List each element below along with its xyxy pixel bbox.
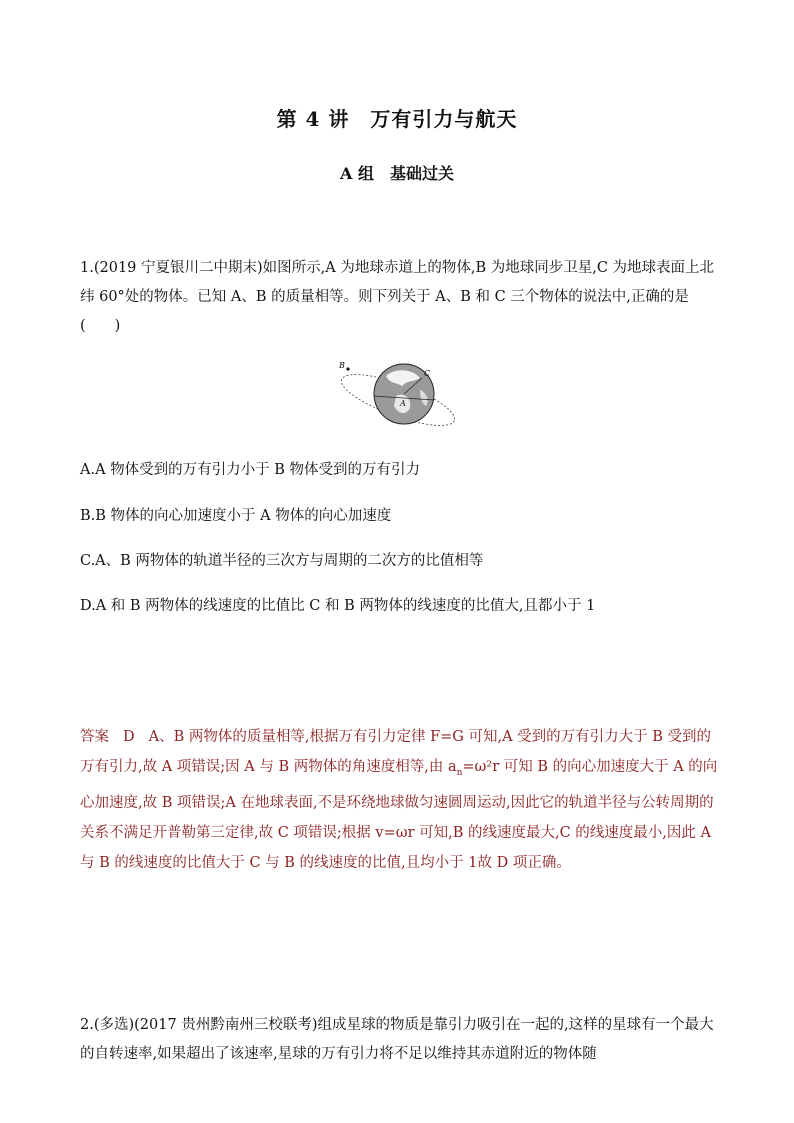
option-d: D.A 和 B 两物体的线速度的比值比 C 和 B 两物体的线速度的比值大,且都小于 1 (80, 598, 596, 614)
label-a: A (400, 399, 406, 408)
label-b: B (339, 361, 345, 370)
answer-key: D (123, 729, 135, 745)
label-c: C (424, 369, 431, 378)
answer-1 (80, 722, 720, 878)
satellite-b-point (346, 367, 349, 370)
answer-subscript: n (456, 767, 463, 778)
question-1-stem: 1.(2019 宁夏银川二中期末)如图所示,A 为地球赤道上的物体,B 为地球同步卫星,C 为地球表面上北纬 60°处的物体。已知 A、B 的质量相等。则下列关于 A、B 和 C 三个物体的说法中,正确的是( ) (80, 260, 715, 334)
answer-text-part1: A、B 两物体的质量相等,根据万有引力定律 F=G 可知,A 受到的万有引力大于 B 受到的万有引力,故 A 项错误;因 A 与 B 两物体的角速度相等,由 a (80, 729, 712, 775)
answer-label: 答案 (80, 729, 109, 745)
lesson-title: 第 4 讲 万有引力与航天 (276, 107, 518, 131)
earth-orbit-figure (334, 356, 460, 440)
section-heading: A 组 基础过关 (340, 164, 454, 183)
option-b: B.B 物体的向心加速度小于 A 物体的向心加速度 (80, 508, 392, 524)
question-2-stem: 2.(多选)(2017 贵州黔南州三校联考)组成星球的物质是靠引力吸引在一起的,这样的星球有一个最大的自转速率,如果超出了该速率,星球的万有引力将不足以维持其赤道附近的物体随 (80, 1017, 714, 1062)
option-a: A.A 物体受到的万有引力小于 B 物体受到的万有引力 (80, 462, 421, 478)
option-c: C.A、B 两物体的轨道半径的三次方与周期的二次方的比值相等 (80, 553, 484, 569)
answer-text-part2: =ω²r 可知 B 的向心加速度大于 A 的向心加速度,故 B 项错误;A 在地球表面,不是环绕地球做匀速圆周运动,因此它的轨道半径与公转周期的关系不满足开普勒第三定律,故 C 项错误;根据 v=ωr 可知,B 的线速度最大,C 的线速度最小,因此 A 与 B 的线速度的比值大于 C 与 B 的线速度的比值,且均小于 1故 D 项正确。 (80, 759, 718, 871)
